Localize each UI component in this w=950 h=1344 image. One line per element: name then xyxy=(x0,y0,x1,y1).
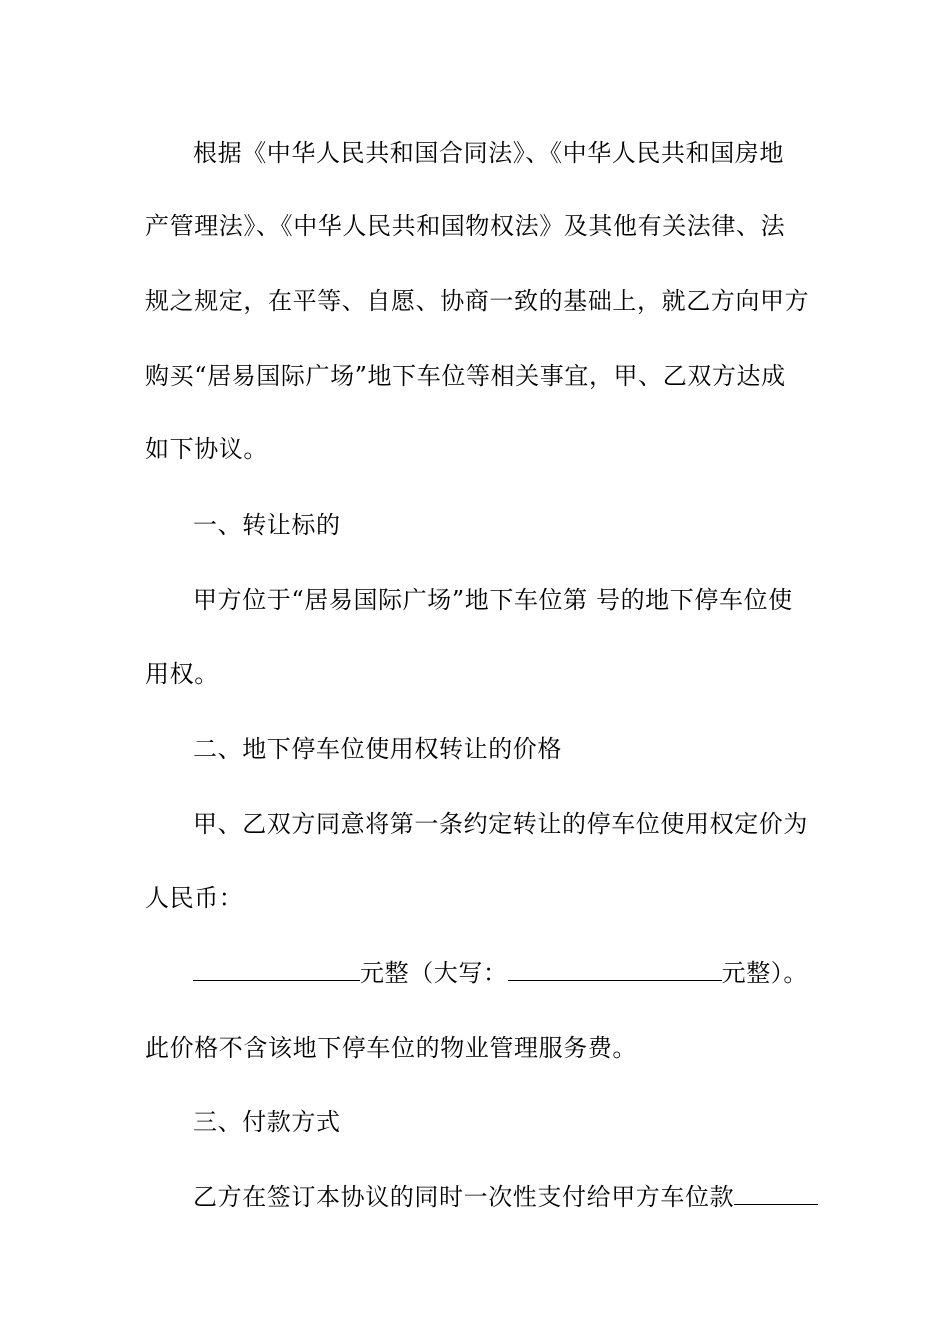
section-1-line-2: 用权。 xyxy=(145,660,219,688)
section-2-price-line xyxy=(193,957,808,989)
paragraph-intro-line-4: 购买“居易国际广场”地下车位等相关事宜，甲、乙双方达成 xyxy=(145,362,786,390)
section-2-line-1: 甲、乙双方同意将第一条约定转让的停车位使用权定价为 xyxy=(193,810,808,838)
section-3-line-1 xyxy=(193,1181,818,1213)
section-3-heading: 三、付款方式 xyxy=(193,1108,341,1136)
section-1-heading: 一、转让标的 xyxy=(193,511,341,539)
price-text-part-2: 元整）。 xyxy=(721,959,809,987)
section-3-line-1-text: 乙方在签订本协议的同时一次性支付给甲方车位款 xyxy=(193,1183,735,1211)
section-2-line-2: 人民币： xyxy=(145,884,244,912)
section-1-line-1: 甲方位于“居易国际广场”地下车位第 号的地下停车位使 xyxy=(193,586,793,614)
paragraph-intro-line-2: 产管理法》、《中华人民共和国物权法》及其他有关法律、法 xyxy=(145,212,786,240)
paragraph-intro-line-5: 如下协议。 xyxy=(145,435,268,463)
price-text-part-1: 元整（大写： xyxy=(360,959,508,987)
paragraph-intro-line-3: 规之规定，在平等、自愿、协商一致的基础上，就乙方向甲方 xyxy=(145,287,810,315)
section-2-line-4: 此价格不含该地下停车位的物业管理服务费。 xyxy=(145,1034,637,1062)
paragraph-intro-line-1: 根据《中华人民共和国合同法》、《中华人民共和国房地 xyxy=(193,139,784,167)
price-blank-numeric[interactable] xyxy=(193,958,360,981)
payment-amount-blank[interactable] xyxy=(734,1182,818,1205)
price-blank-capitalized[interactable] xyxy=(508,958,722,981)
section-2-heading: 二、地下停车位使用权转让的价格 xyxy=(193,735,562,763)
